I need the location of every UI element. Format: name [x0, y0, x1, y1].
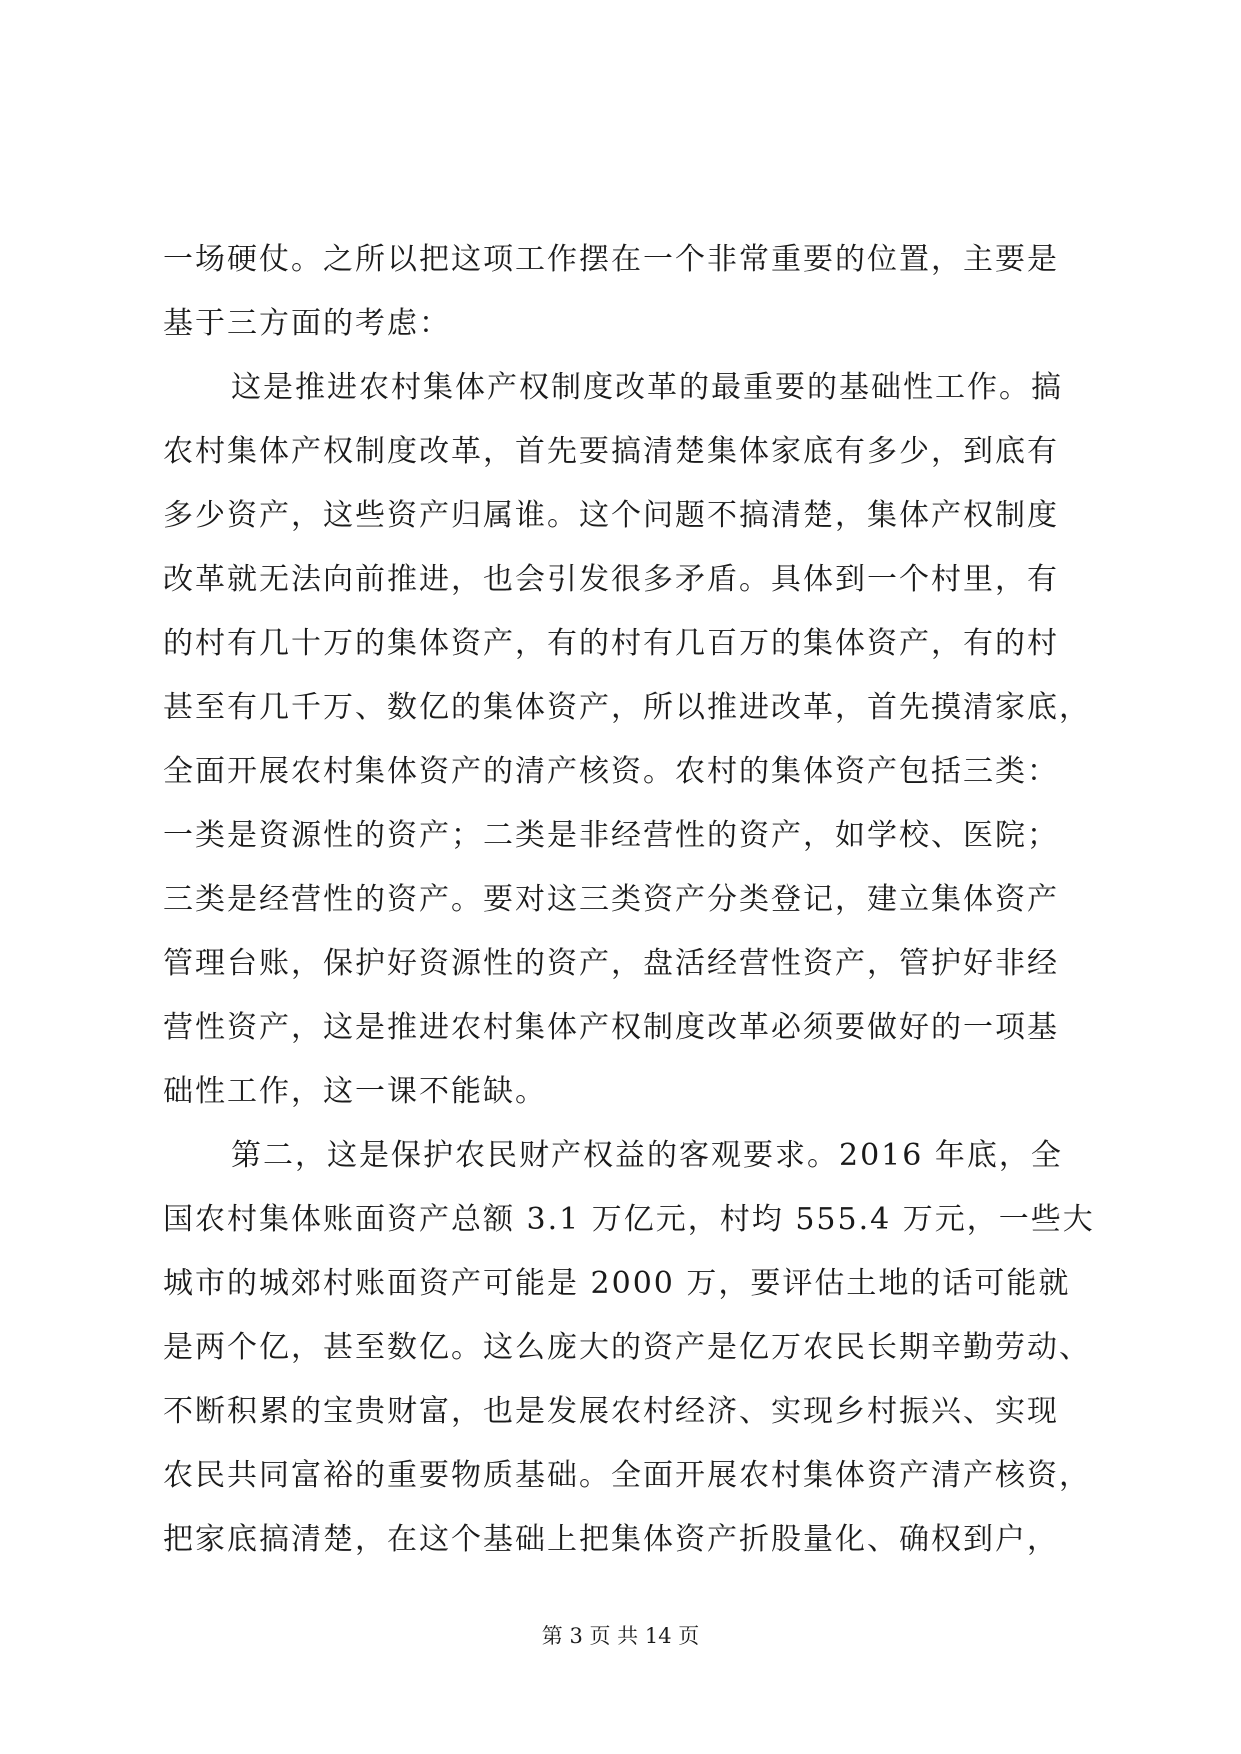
text-line: 不断积累的宝贵财富，也是发展农村经济、实现乡村振兴、实现 — [163, 1394, 1059, 1429]
text-line: 一类是资源性的资产；二类是非经营性的资产，如学校、医院； — [163, 818, 1059, 853]
text-line: 基于三方面的考虑： — [163, 306, 451, 341]
text-line: 甚至有几千万、数亿的集体资产，所以推进改革，首先摸清家底， — [163, 690, 1091, 725]
paragraph-start-line: 这是推进农村集体产权制度改革的最重要的基础性工作。搞 — [231, 370, 1063, 405]
text-line: 把家底搞清楚，在这个基础上把集体资产折股量化、确权到户， — [163, 1522, 1059, 1557]
text-line: 一场硬仗。之所以把这项工作摆在一个非常重要的位置，主要是 — [163, 242, 1059, 277]
text-line: 国农村集体账面资产总额 3.1 万亿元，村均 555.4 万元，一些大 — [163, 1202, 1095, 1237]
text-line: 城市的城郊村账面资产可能是 2000 万，要评估土地的话可能就 — [163, 1266, 1071, 1301]
page-number-label: 第 3 页 共 14 页 — [541, 1624, 700, 1648]
text-line: 农民共同富裕的重要物质基础。全面开展农村集体资产清产核资， — [163, 1458, 1091, 1493]
paragraph-start-line: 第二，这是保护农民财产权益的客观要求。2016 年底，全 — [231, 1138, 1063, 1173]
text-line: 农村集体产权制度改革，首先要搞清楚集体家底有多少，到底有 — [163, 434, 1059, 469]
text-line: 管理台账，保护好资源性的资产，盘活经营性资产，管护好非经 — [163, 946, 1059, 981]
text-line: 全面开展农村集体资产的清产核资。农村的集体资产包括三类： — [163, 754, 1059, 789]
text-line: 是两个亿，甚至数亿。这么庞大的资产是亿万农民长期辛勤劳动、 — [163, 1330, 1091, 1365]
text-line: 改革就无法向前推进，也会引发很多矛盾。具体到一个村里，有 — [163, 562, 1059, 597]
body-text — [163, 228, 1095, 1572]
text-line: 的村有几十万的集体资产，有的村有几百万的集体资产，有的村 — [163, 626, 1059, 661]
page-footer — [0, 1621, 1241, 1651]
text-line: 多少资产，这些资产归属谁。这个问题不搞清楚，集体产权制度 — [163, 498, 1059, 533]
text-line: 础性工作，这一课不能缺。 — [163, 1074, 547, 1109]
text-line: 营性资产，这是推进农村集体产权制度改革必须要做好的一项基 — [163, 1010, 1059, 1045]
text-line: 三类是经营性的资产。要对这三类资产分类登记，建立集体资产 — [163, 882, 1059, 917]
